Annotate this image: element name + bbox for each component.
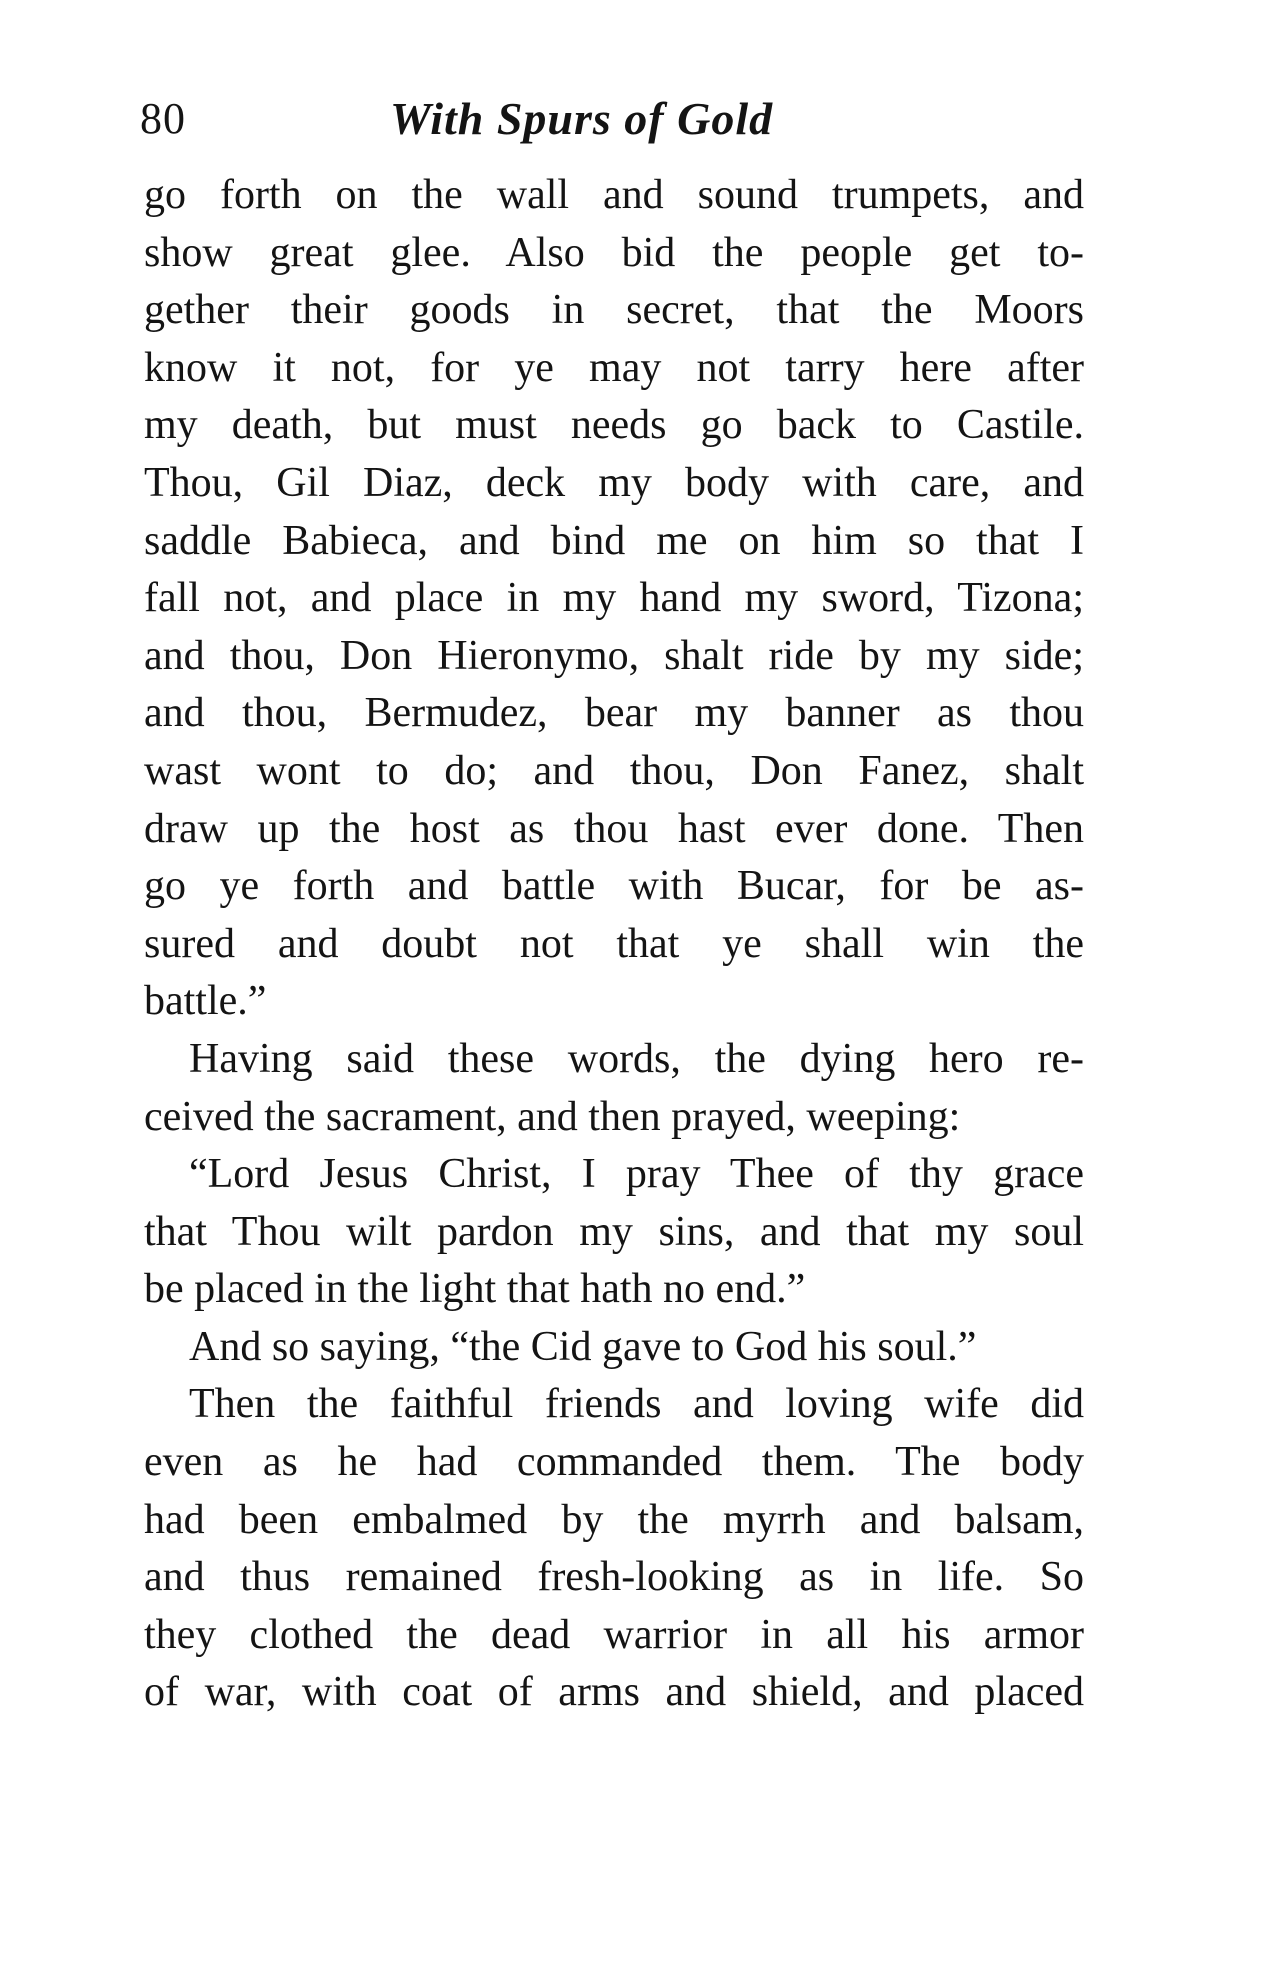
text-line: And so saying, “the Cid gave to God his soul.” [189,1323,977,1370]
text-line: of war, with coat of arms and shield, and placed [144,1669,1084,1716]
text-line: Then the faithful friends and loving wife did [189,1381,1084,1428]
text-line: had been embalmed by the myrrh and balsam, [144,1496,1084,1543]
text-line: go forth on the wall and sound trumpets, and [144,172,1084,218]
text-line: and thus remained fresh-looking as in life. So [144,1554,1084,1601]
text-line: fall not, and place in my hand my sword, Tizona; [144,575,1084,622]
text-line: know it not, for ye may not tarry here after [144,344,1084,391]
text-line: saddle Babieca, and bind me on him so that I [144,517,1084,564]
text-line: even as he had commanded them. The body [144,1439,1084,1486]
text-line: show great glee. Also bid the people get to- [144,229,1084,276]
text-line: Thou, Gil Diaz, deck my body with care, and [144,459,1084,506]
text-line: draw up the host as thou hast ever done. Then [144,805,1084,852]
body-text [144,167,1084,1722]
running-title: With Spurs of Gold [390,93,774,144]
text-line: Having said these words, the dying hero re- [189,1035,1084,1082]
text-line: they clothed the dead warrior in all his armor [144,1611,1084,1658]
text-line: ceived the sacrament, and then prayed, weeping: [144,1093,961,1140]
page-header [140,84,1090,154]
text-line: wast wont to do; and thou, Don Fanez, shalt [144,747,1084,794]
text-line: my death, but must needs go back to Castile. [144,402,1084,449]
text-line: go ye forth and battle with Bucar, for be as- [144,863,1084,910]
text-line: battle.” [144,978,267,1025]
text-line: gether their goods in secret, that the Moors [144,287,1084,334]
page-number: 80 [140,94,186,143]
text-line: sured and doubt not that ye shall win the [144,920,1084,967]
text-line: and thou, Bermudez, bear my banner as thou [144,690,1084,737]
text-line: and thou, Don Hieronymo, shalt ride by my side; [144,632,1084,679]
text-line: be placed in the light that hath no end.” [144,1266,806,1313]
text-line: that Thou wilt pardon my sins, and that my soul [144,1208,1084,1255]
text-line: “Lord Jesus Christ, I pray Thee of thy grace [189,1151,1084,1198]
